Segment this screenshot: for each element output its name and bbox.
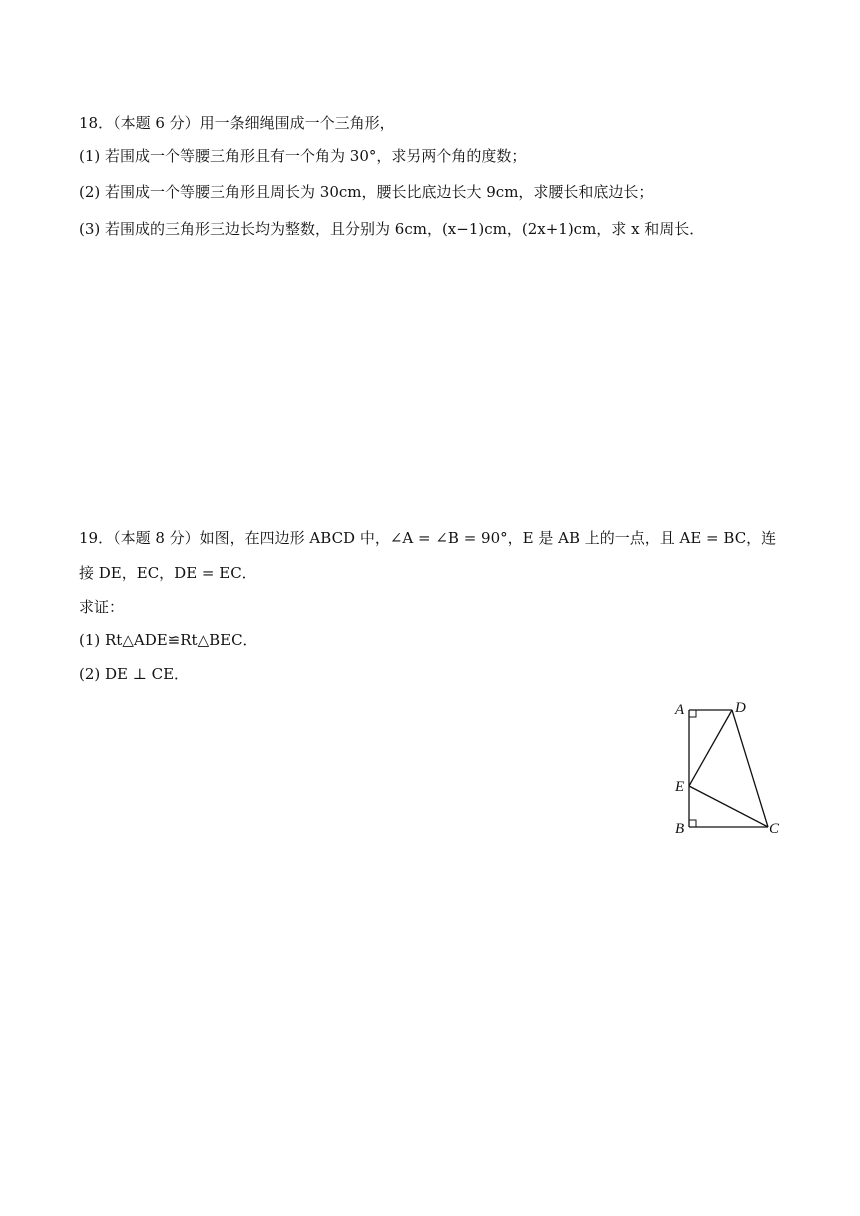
label-a: A (675, 702, 685, 718)
right-angle-mark-a (689, 710, 696, 717)
q18-part3: (3) 若围成的三角形三边长均为整数，且分别为 6cm，(x−1)cm，(2x+1)cm，求 x 和周长． (79, 220, 705, 238)
label-e: E (675, 779, 685, 795)
q18-part1: (1) 若围成一个等腰三角形且有一个角为 30°，求另两个角的度数； (79, 147, 527, 165)
q19-line2: 接 DE，EC，DE = EC． (79, 564, 257, 582)
right-angle-mark-b (689, 820, 696, 827)
segment-ec (689, 786, 768, 827)
q18-part2: (2) 若围成一个等腰三角形且周长为 30cm，腰长比底边长大 9cm，求腰长和底边长； (79, 183, 654, 201)
label-c: C (769, 821, 780, 837)
q19-line1: 19．（本题 8 分）如图，在四边形 ABCD 中，∠A = ∠B = 90°，E 是 AB 上的一点，且 AE = BC，连 (79, 529, 777, 547)
q18-title: 18．（本题 6 分）用一条细绳围成一个三角形， (79, 114, 395, 132)
segment-dc (732, 710, 768, 827)
quadrilateral-figure (670, 697, 790, 842)
q19-prove-label: 求证： (79, 598, 125, 616)
label-d: D (735, 700, 746, 716)
q19-part1: (1) Rt△ADE≌Rt△BEC． (79, 631, 258, 649)
q19-part2: (2) DE ⊥ CE． (79, 665, 190, 683)
label-b: B (675, 821, 685, 837)
segment-ed (689, 710, 732, 786)
